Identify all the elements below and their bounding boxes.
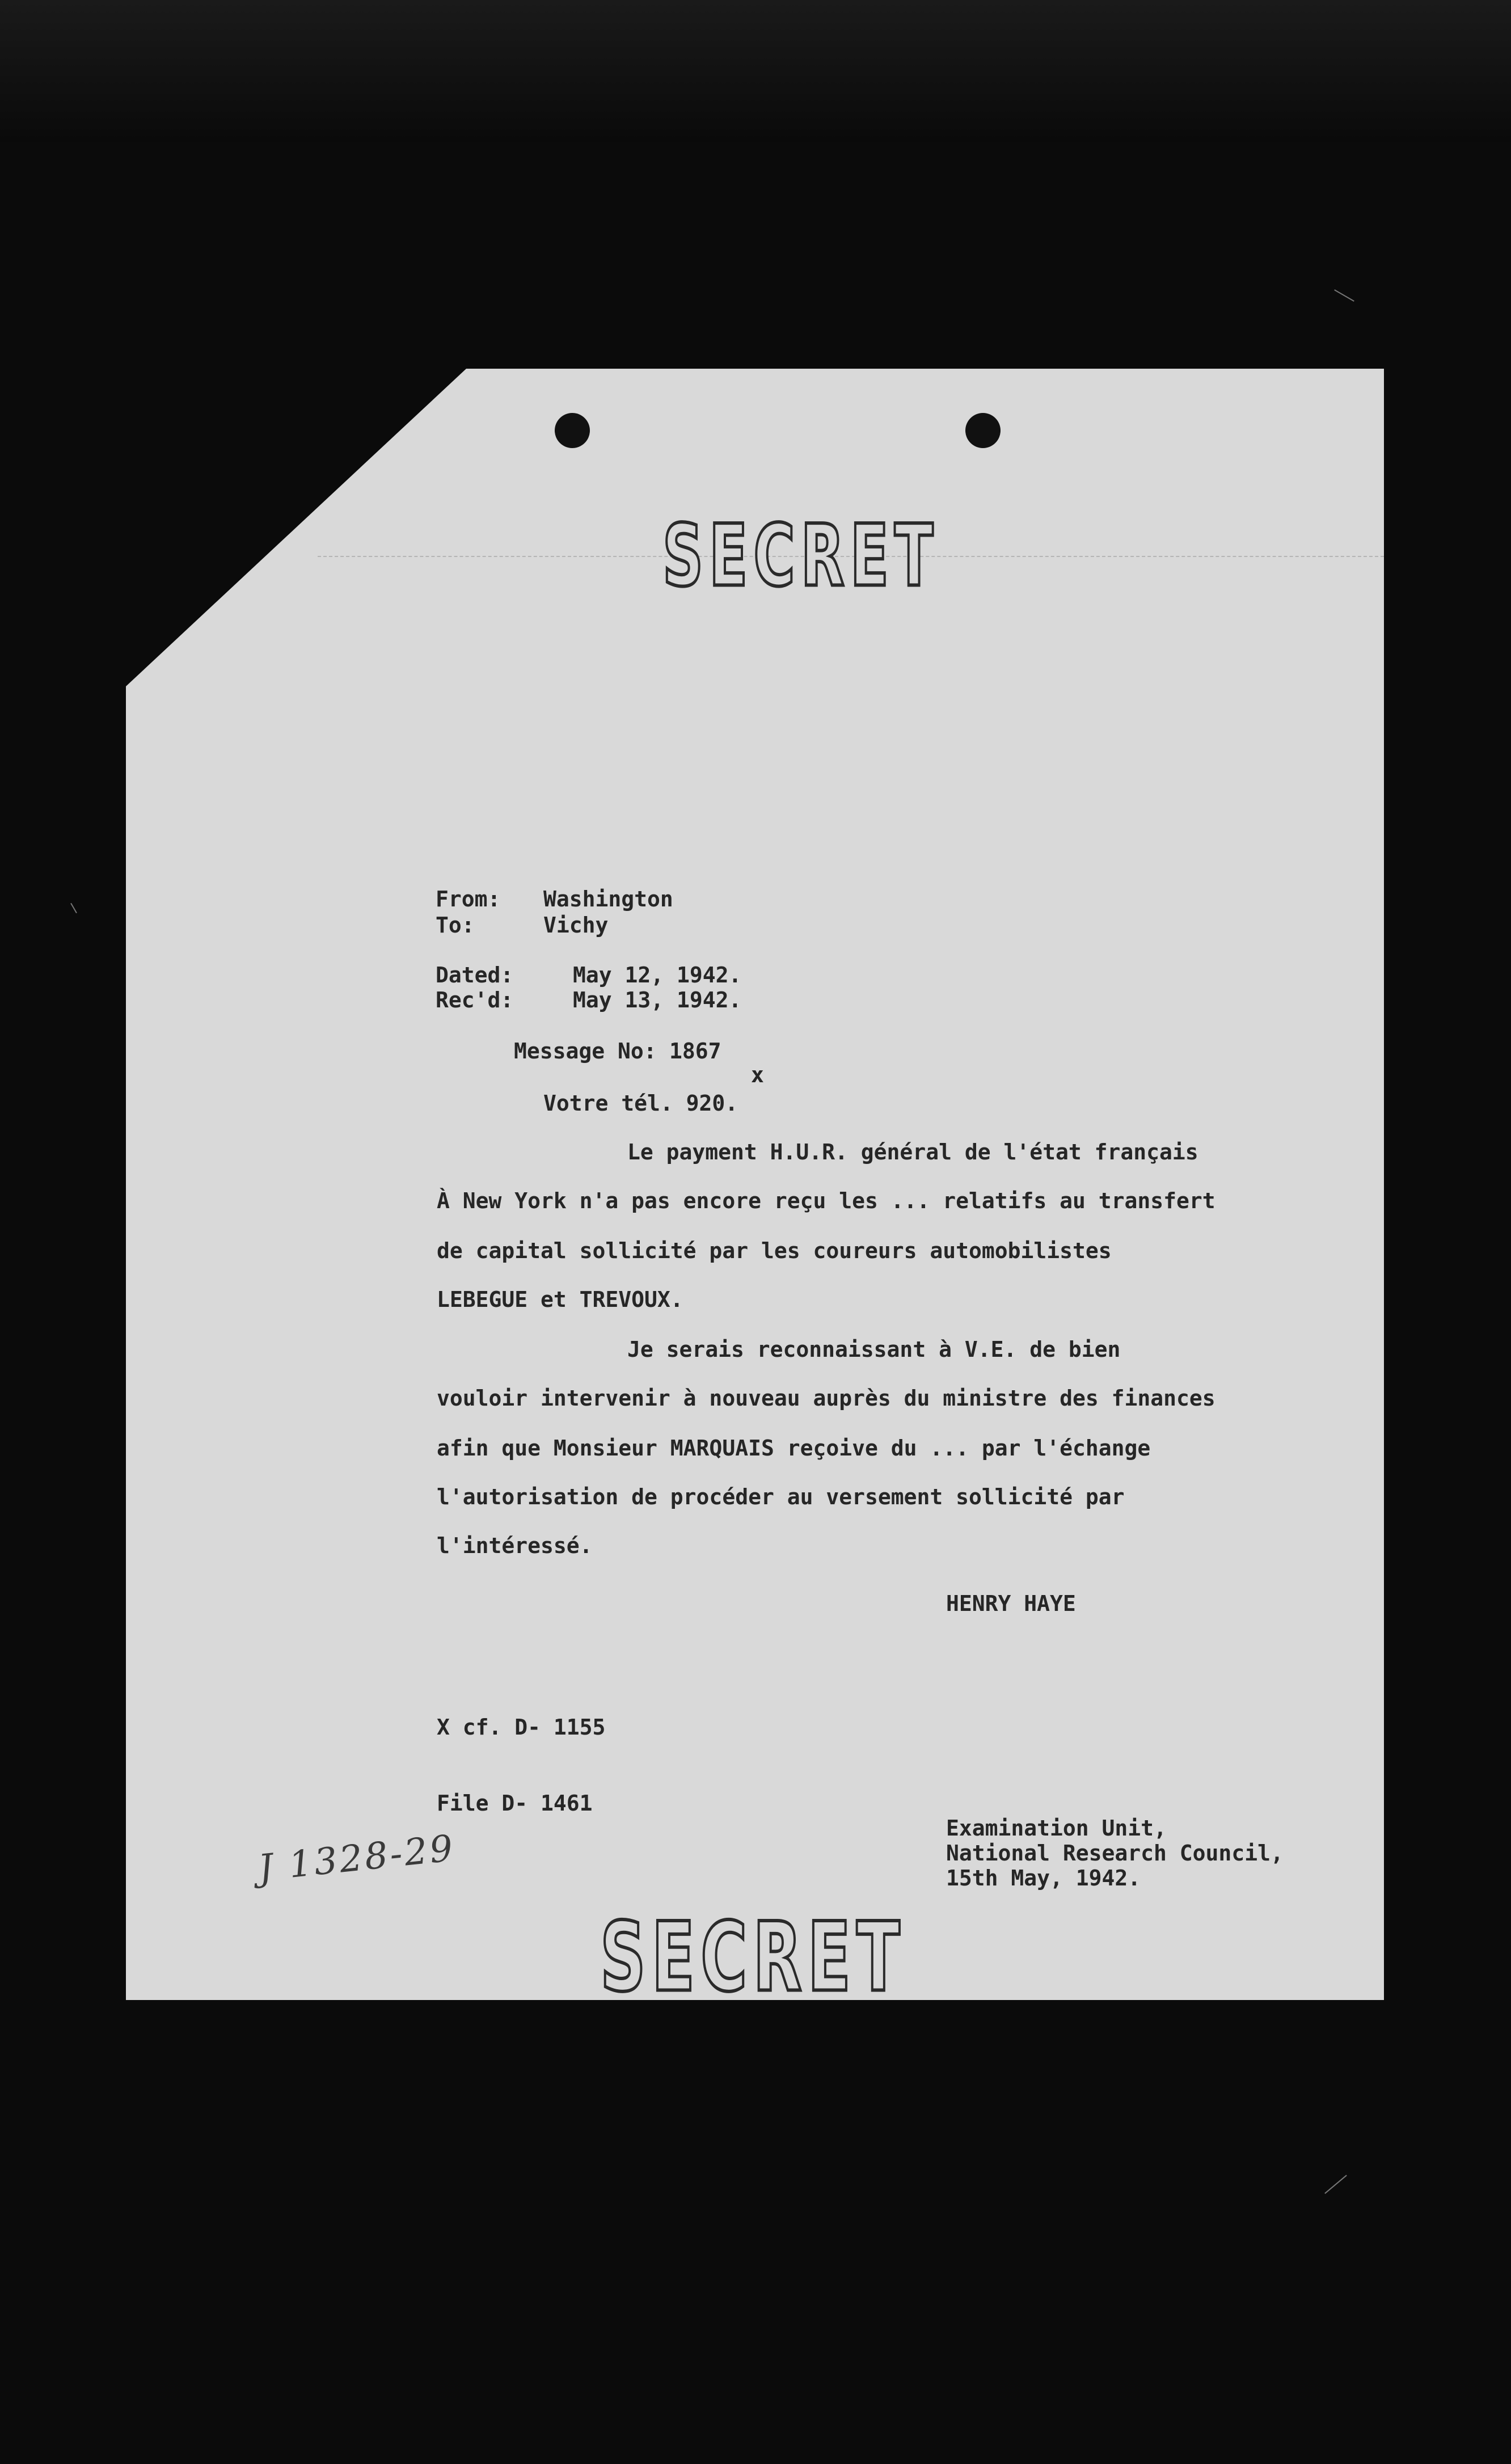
dated-label: Dated: xyxy=(436,963,514,988)
secret-stamp-bottom: SECRET xyxy=(600,1902,906,2013)
scan-top-strip xyxy=(0,0,1511,142)
from-label: From: xyxy=(436,887,501,912)
examination-unit-line: 15th May, 1942. xyxy=(946,1866,1141,1891)
punch-hole-left xyxy=(555,413,590,448)
message-no-label: Message No: xyxy=(514,1039,657,1064)
dated-value: May 12, 1942. xyxy=(573,963,742,988)
to-label: To: xyxy=(436,913,475,938)
body-line: Je serais reconnaissant à V.E. de bien xyxy=(627,1337,1121,1362)
body-line: LEBEGUE et TREVOUX. xyxy=(437,1287,683,1312)
to-value: Vichy xyxy=(543,913,609,938)
cross-reference: X cf. D- 1155 xyxy=(437,1715,606,1740)
punch-hole-right xyxy=(965,413,1001,448)
secret-stamp-top: SECRET xyxy=(662,506,939,606)
examination-unit-line: National Research Council, xyxy=(946,1841,1284,1866)
body-line: l'autorisation de procéder au versement sollicité par xyxy=(437,1484,1125,1509)
from-value: Washington xyxy=(543,887,673,912)
file-reference: File D- 1461 xyxy=(437,1791,593,1816)
cross-reference-mark: x xyxy=(751,1062,764,1087)
examination-unit-line: Examination Unit, xyxy=(946,1816,1167,1841)
handwritten-note: J 1328-29 xyxy=(256,1827,457,1890)
body-line: Le payment H.U.R. général de l'état français xyxy=(627,1140,1198,1165)
body-line: l'intéressé. xyxy=(437,1533,593,1558)
telegram-reference: Votre tél. 920. xyxy=(543,1091,738,1116)
document-page xyxy=(126,369,1384,2000)
message-no-value: 1867 xyxy=(669,1039,721,1064)
signature: HENRY HAYE xyxy=(946,1591,1076,1616)
recd-value: May 13, 1942. xyxy=(573,988,742,1012)
body-line: afin que Monsieur MARQUAIS reçoive du ... par l'échange xyxy=(437,1436,1151,1461)
body-line: vouloir intervenir à nouveau auprès du ministre des finances xyxy=(437,1386,1215,1411)
body-line: de capital sollicité par les coureurs automobilistes xyxy=(437,1238,1112,1263)
recd-label: Rec'd: xyxy=(436,988,514,1012)
body-line: À New York n'a pas encore reçu les ... relatifs au transfert xyxy=(437,1188,1215,1213)
